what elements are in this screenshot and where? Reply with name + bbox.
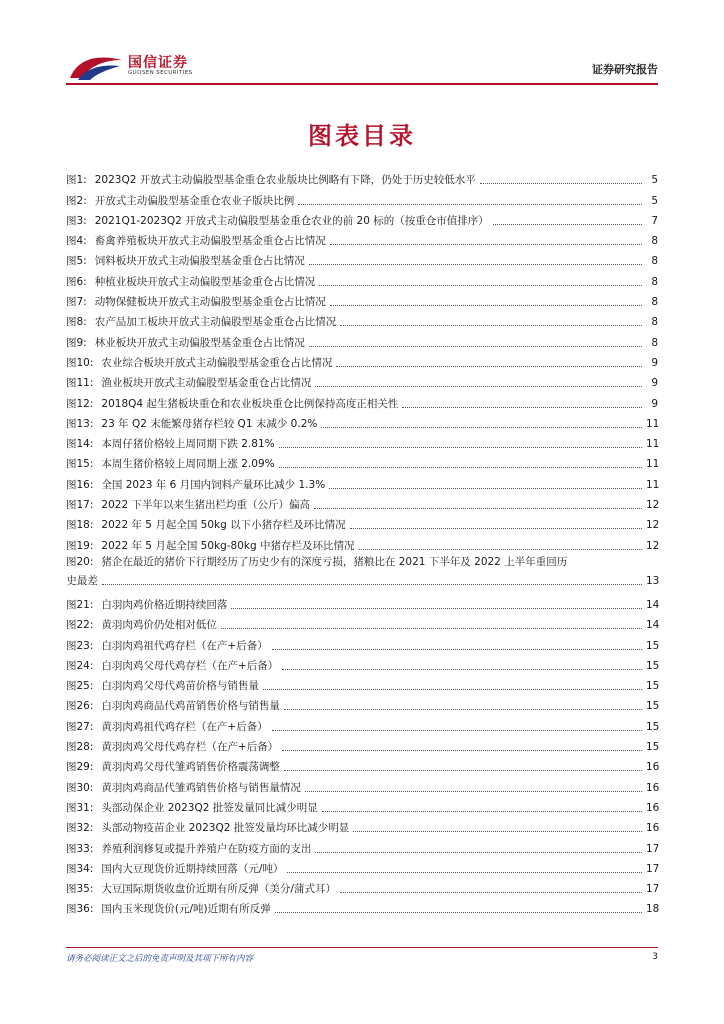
toc-dot-leader [275, 912, 642, 913]
toc-entry[interactable] [66, 208, 658, 228]
toc-page-number: 15 [646, 720, 660, 733]
toc-title: 养殖利润修复或提升养殖户在防疫方面的支出 [101, 842, 312, 855]
toc-entry[interactable] [66, 431, 658, 451]
toc-page-number: 9 [651, 377, 658, 390]
toc-title: 农业综合板块开放式主动偏股型基金重仓占比情况 [101, 356, 333, 369]
toc-figure-number: 图32: [66, 822, 94, 835]
toc-figure-number: 图14: [66, 438, 94, 451]
toc-title: 本周生猪价格较上周同期上涨 2.09% [101, 458, 275, 471]
toc-entry[interactable] [66, 329, 658, 349]
toc-page-number: 14 [646, 598, 660, 611]
toc-title: 白羽肉鸡祖代鸡存栏（在产+后备） [101, 639, 268, 652]
toc-entry[interactable] [66, 734, 658, 754]
toc-entry[interactable] [66, 612, 658, 632]
toc-title: 黄羽肉鸡祖代鸡存栏（在产+后备） [101, 720, 268, 733]
toc-figure-number: 图4: [66, 235, 87, 248]
toc-page-number: 11 [646, 458, 660, 471]
toc-title: 猪企在最近的猪价下行期经历了历史少有的深度亏损，猪粮比在 2021 下半年及 2022 上半年重回历 [101, 555, 568, 568]
header-divider [66, 83, 658, 85]
toc-page-number: 16 [646, 822, 660, 835]
toc-entry[interactable] [66, 411, 658, 431]
toc-page-number: 11 [646, 417, 660, 430]
toc-title: 黄羽肉鸡商品代雏鸡销售价格与销售量情况 [101, 781, 301, 794]
toc-dot-leader [329, 488, 642, 489]
toc-entry[interactable] [66, 673, 658, 693]
toc-dot-leader [314, 508, 642, 509]
toc-figure-number: 图30: [66, 781, 94, 794]
page-header [66, 48, 658, 88]
toc-title: 2022 年 5 月起全国 50kg 以下小猪存栏及环比情况 [101, 519, 346, 532]
toc-figure-number: 图6: [66, 275, 87, 288]
toc-entry[interactable] [66, 512, 658, 532]
toc-entry[interactable] [66, 350, 658, 370]
toc-page-number: 16 [646, 801, 660, 814]
logo-chinese-name: 国信证券 [128, 55, 188, 71]
toc-title: 黄羽肉鸡价仍处相对低位 [101, 619, 217, 632]
toc-title: 农产品加工板块开放式主动偏股型基金重仓占比情况 [94, 316, 337, 329]
toc-entry[interactable] [66, 632, 658, 652]
toc-entry[interactable] [66, 713, 658, 733]
toc-entry[interactable] [66, 370, 658, 390]
toc-figure-number: 图5: [66, 255, 87, 268]
toc-page-number: 11 [646, 478, 660, 491]
toc-entry[interactable] [66, 876, 658, 896]
toc-entry[interactable] [66, 693, 658, 713]
toc-dot-leader [279, 467, 642, 468]
toc-page-number: 9 [651, 397, 658, 410]
toc-dot-leader [336, 366, 642, 367]
toc-title: 2022 年 5 月起全国 50kg-80kg 中猪存栏及环比情况 [101, 539, 355, 552]
toc-dot-leader [284, 709, 642, 710]
toc-dot-leader [263, 689, 642, 690]
toc-page-number: 12 [646, 519, 660, 532]
toc-entry[interactable] [66, 268, 658, 288]
toc-dot-leader [231, 608, 642, 609]
toc-figure-number: 图9: [66, 336, 87, 349]
toc-dot-leader [309, 346, 642, 347]
toc-page-number: 9 [651, 356, 658, 369]
toc-dot-leader [330, 244, 642, 245]
toc-page-number: 16 [646, 761, 660, 774]
toc-entry[interactable] [66, 167, 658, 187]
toc-figure-number: 图28: [66, 741, 94, 754]
toc-page-number: 17 [646, 842, 660, 855]
toc-figure-number: 图16: [66, 478, 94, 491]
toc-title: 头部动保企业 2023Q2 批签发量同比减少明显 [101, 801, 318, 814]
toc-title: 本周仔猪价格较上周同期下跌 2.81% [101, 438, 275, 451]
toc-title: 白羽肉鸡父母代鸡苗价格与销售量 [101, 680, 259, 693]
toc-dot-leader [284, 770, 642, 771]
toc-title: 全国 2023 年 6 月国内饲料产量环比减少 1.3% [101, 478, 326, 491]
toc-title: 畜禽养殖板块开放式主动偏股型基金重仓占比情况 [94, 235, 326, 248]
toc-figure-number: 图19: [66, 539, 94, 552]
toc-page-number: 8 [651, 275, 658, 288]
toc-entry[interactable] [66, 795, 658, 815]
toc-page-number: 13 [646, 574, 660, 587]
toc-dot-leader [340, 892, 642, 893]
toc-title: 白羽肉鸡父母代鸡存栏（在产+后备） [101, 659, 279, 672]
figure-list [66, 167, 658, 916]
toc-entry[interactable] [66, 815, 658, 835]
toc-dot-leader [282, 750, 642, 751]
toc-figure-number: 图8: [66, 316, 87, 329]
toc-dot-leader [279, 447, 642, 448]
toc-page-number: 8 [651, 336, 658, 349]
toc-dot-leader [305, 791, 642, 792]
toc-entry[interactable] [66, 553, 658, 592]
toc-figure-number: 图24: [66, 659, 94, 672]
toc-page-number: 12 [646, 499, 660, 512]
toc-page-number: 15 [646, 659, 660, 672]
toc-title: 开放式主动偏股型基金重仓农业子版块比例 [94, 194, 295, 207]
toc-dot-leader [402, 407, 642, 408]
toc-page-number: 15 [646, 680, 660, 693]
toc-page-number: 8 [651, 255, 658, 268]
toc-title: 2018Q4 起生猪板块重仓和农业板块重仓比例保持高度正相关性 [101, 397, 399, 410]
toc-entry[interactable] [66, 532, 658, 552]
toc-entry[interactable] [66, 228, 658, 248]
toc-page-number: 14 [646, 619, 660, 632]
toc-dot-leader [321, 427, 642, 428]
toc-entry[interactable] [66, 774, 658, 794]
toc-entry[interactable] [66, 248, 658, 268]
toc-dot-leader [319, 285, 642, 286]
toc-figure-number: 图31: [66, 801, 94, 814]
toc-title: 黄羽肉鸡父母代雏鸡销售价格震荡调整 [101, 761, 280, 774]
toc-page-number: 11 [646, 438, 660, 451]
toc-page-number: 7 [651, 214, 658, 227]
toc-figure-number: 图1: [66, 174, 87, 187]
toc-entry[interactable] [66, 653, 658, 673]
toc-title: 种植业板块开放式主动偏股型基金重仓占比情况 [94, 275, 316, 288]
toc-page-number: 8 [651, 235, 658, 248]
toc-title: 23 年 Q2 末能繁母猪存栏较 Q1 末减少 0.2% [101, 417, 318, 430]
toc-title: 2023Q2 开放式主动偏股型基金重仓农业版块比例略有下降，仍处于历史较低水平 [94, 174, 476, 187]
toc-entry[interactable] [66, 592, 658, 612]
toc-figure-number: 图18: [66, 519, 94, 532]
toc-figure-number: 图21: [66, 598, 94, 611]
toc-figure-number: 图15: [66, 458, 94, 471]
toc-dot-leader [102, 584, 642, 585]
toc-dot-leader [359, 549, 643, 550]
toc-page-number: 12 [646, 539, 660, 552]
toc-figure-number: 图17: [66, 499, 94, 512]
toc-title: 头部动物疫苗企业 2023Q2 批签发量均环比减少明显 [101, 822, 350, 835]
toc-page-number: 15 [646, 741, 660, 754]
toc-page-number: 5 [651, 174, 658, 187]
toc-page-number: 8 [651, 316, 658, 329]
toc-dot-leader [309, 264, 642, 265]
toc-figure-number: 图2: [66, 194, 87, 207]
toc-figure-number: 图36: [66, 903, 94, 916]
toc-dot-leader [350, 528, 642, 529]
guosen-logo-icon [68, 52, 124, 82]
toc-dot-leader [322, 811, 642, 812]
toc-entry[interactable] [66, 754, 658, 774]
toc-figure-number: 图23: [66, 639, 94, 652]
toc-entry[interactable] [66, 492, 658, 512]
toc-title: 2021Q1-2023Q2 开放式主动偏股型基金重仓农业的前 20 标的（按重仓市值排序） [94, 214, 489, 227]
toc-entry[interactable] [66, 390, 658, 410]
toc-figure-number: 图29: [66, 761, 94, 774]
toc-figure-number: 图34: [66, 862, 94, 875]
toc-dot-leader [340, 325, 642, 326]
toc-figure-number: 图33: [66, 842, 94, 855]
toc-dot-leader [330, 305, 642, 306]
toc-title: 大豆国际期货收盘价近期有所反弹（美分/蒲式耳） [101, 883, 336, 896]
toc-title: 林业板块开放式主动偏股型基金重仓占比情况 [94, 336, 305, 349]
toc-figure-number: 图25: [66, 680, 94, 693]
toc-page-number: 8 [651, 296, 658, 309]
toc-figure-number: 图13: [66, 417, 94, 430]
toc-dot-leader [480, 183, 642, 184]
toc-figure-number: 图10: [66, 356, 94, 369]
toc-title: 国内大豆现货价近期持续回落（元/吨） [101, 862, 284, 875]
toc-figure-number: 图26: [66, 700, 94, 713]
toc-dot-leader [353, 831, 642, 832]
toc-page-number: 15 [646, 639, 660, 652]
logo-english-name: GUOSEN SECURITIES [128, 70, 193, 76]
footer-disclaimer: 请务必阅读正文之后的免责声明及其项下所有内容 [66, 954, 254, 964]
toc-title: 动物保健板块开放式主动偏股型基金重仓占比情况 [94, 296, 326, 309]
toc-dot-leader [493, 224, 642, 225]
toc-page-number: 16 [646, 781, 660, 794]
report-type-label: 证券研究报告 [592, 63, 658, 76]
toc-title: 饲料板块开放式主动偏股型基金重仓占比情况 [94, 255, 305, 268]
toc-title: 渔业板块开放式主动偏股型基金重仓占比情况 [101, 377, 312, 390]
toc-dot-leader [282, 669, 642, 670]
toc-page-number: 18 [646, 903, 660, 916]
toc-title: 2022 下半年以来生猪出栏均重（公斤）偏高 [101, 499, 310, 512]
toc-title-continuation [66, 574, 658, 588]
toc-dot-leader [272, 649, 642, 650]
toc-entry[interactable] [66, 187, 658, 207]
toc-figure-number: 图35: [66, 883, 94, 896]
toc-entry[interactable] [66, 896, 658, 916]
toc-dot-leader [315, 852, 642, 853]
toc-figure-number: 图22: [66, 619, 94, 632]
toc-entry[interactable] [66, 835, 658, 855]
toc-figure-number: 图3: [66, 214, 87, 227]
toc-dot-leader [221, 628, 642, 629]
toc-title-line2: 史最差 [66, 574, 98, 587]
toc-title: 国内玉米现货价(元/吨)近期有所反弹 [101, 903, 271, 916]
toc-dot-leader [298, 204, 642, 205]
toc-figure-number: 图12: [66, 397, 94, 410]
toc-title: 黄羽肉鸡父母代鸡存栏（在产+后备） [101, 741, 279, 754]
company-logo [68, 48, 218, 84]
toc-dot-leader [272, 730, 642, 731]
toc-title: 白羽肉鸡商品代鸡苗销售价格与销售量 [101, 700, 280, 713]
toc-page-number: 15 [646, 700, 660, 713]
toc-page-number: 17 [646, 862, 660, 875]
footer-divider [66, 947, 658, 948]
toc-entry[interactable] [66, 309, 658, 329]
toc-figure-number: 图27: [66, 720, 94, 733]
toc-title: 白羽肉鸡价格近期持续回落 [101, 598, 228, 611]
toc-entry[interactable] [66, 289, 658, 309]
toc-entry[interactable] [66, 856, 658, 876]
page-title: 图表目录 [308, 122, 416, 150]
toc-page-number: 5 [651, 194, 658, 207]
footer-page-number: 3 [652, 952, 658, 962]
toc-figure-number: 图20: [66, 555, 94, 568]
toc-page-number: 17 [646, 883, 660, 896]
toc-dot-leader [287, 872, 642, 873]
toc-figure-number: 图7: [66, 296, 87, 309]
toc-entry[interactable] [66, 471, 658, 491]
toc-entry[interactable] [66, 451, 658, 471]
toc-dot-leader [315, 386, 642, 387]
toc-figure-number: 图11: [66, 377, 94, 390]
